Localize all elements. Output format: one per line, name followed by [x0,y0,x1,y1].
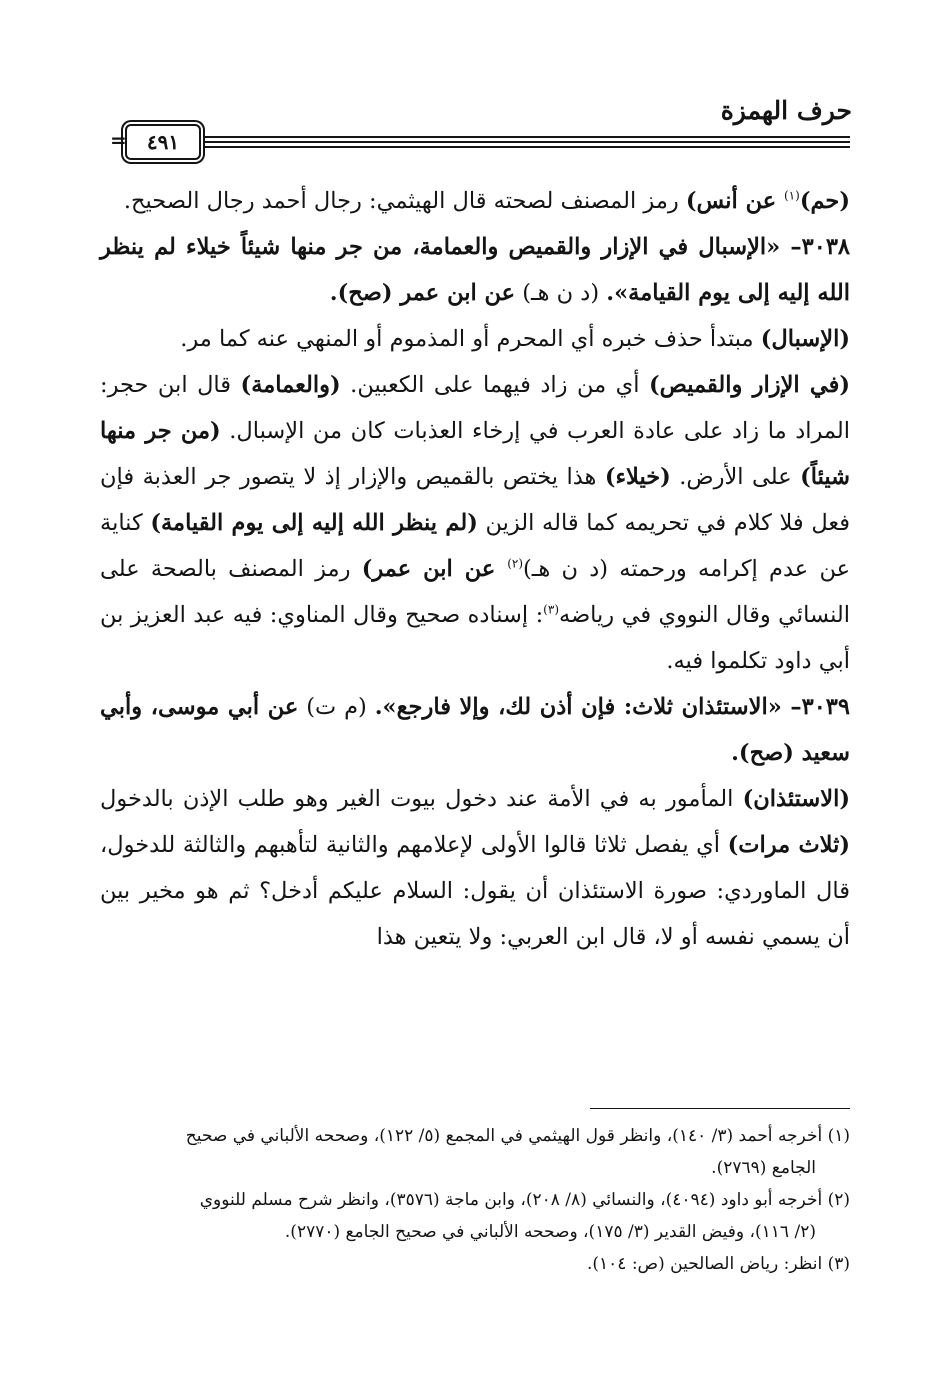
commentary: المأمور به في الأمة عند دخول بيوت الغير وهو طلب الإذن بالدخول [100,786,743,812]
commentary: هذا يختص بالقميص والإزار إذ لا يتصور جر العذبة فإن فعل فلا كلام في تحريمه كما قاله الزين [100,464,850,536]
paragraph [100,178,850,224]
hadith-entry [100,684,850,776]
source-code: (حم) [799,188,850,214]
commentary: مبتدأ حذف خبره أي المحرم أو المذموم أو المنهي عنه كما مر. [180,326,761,352]
commentary: أي يفصل ثلاثا قالوا الأولى لإعلامهم والثانية لتأهبهم والثالثة للدخول، قال الماوردي: صورة الاستئذان أن يقول: السلام عليكم أدخل؟ ثم هو مخير بين أن يسمي نفسه أو لا، قال ابن العربي: ولا يتعين هذا [100,832,850,950]
header-rule-line [200,141,850,143]
chapter-title: حرف الهمزة [720,96,852,125]
hadith-number: ٣٠٣٩– [781,694,850,720]
paragraph [100,362,850,684]
keyword: (خيلاء) [604,464,671,490]
paragraph [100,776,850,960]
keyword: (والعمامة) [240,372,341,398]
hadith-sources: (د ن هـ) [515,280,607,306]
footnote-2-continuation: (٢/ ١١٦)، وفيض القدير (٣/ ١٧٥)، وصححه الألباني في صحيح الجامع (٢٧٧٠). [284,1222,816,1242]
keyword: (في الإزار والقميص) [649,372,850,398]
hadith-text: «الاستئذان ثلاث: فإن أذن لك، وإلا فارجع». [374,694,782,720]
footnote-separator [590,1108,850,1109]
commentary: قال ابن حجر: المراد ما زاد على عادة العرب في إرخاء العذبات كان من الإسبال. [100,372,850,444]
paragraph [100,316,850,362]
keyword: (الاستئذان) [742,786,850,812]
commentary: أي من زاد فيهما على الكعبين. [340,372,650,398]
footnote-1-continuation: الجامع (٢٧٦٩). [711,1158,816,1178]
page-number: ٤٩١ [125,124,201,160]
header-rule [110,124,850,160]
keyword: (من جر منها شيئاً) [100,418,850,490]
footnote-ref: (٢) [507,556,524,571]
keyword: (ثلاث مرات) [727,832,850,858]
header-rule-line [200,136,850,138]
narrator: عن أنس) [685,188,784,214]
commentary: : إسناده صحيح وقال المناوي: فيه عبد العزيز بن أبي داود تكلموا فيه. [100,602,850,674]
hadith-narrator: عن ابن عمر (صح). [329,280,516,306]
main-text [100,178,850,960]
header-rule-line [200,146,850,148]
hadith-number: ٣٠٣٨– [780,234,850,260]
hadith-sources: (م ت) [298,694,375,720]
page-number-ornament: = [110,128,127,152]
keyword: (لم ينظر الله إليه إلى يوم القيامة) [150,510,478,536]
footnote-1: (١) أخرجه أحمد (٣/ ١٤٠)، وانظر قول الهيثمي في المجمع (٥/ ١٢٢)، وصححه الألباني في صحيح [185,1126,850,1146]
commentary: على الأرض. [670,464,801,490]
keyword: عن ابن عمر) [361,556,508,582]
hadith-entry [100,224,850,316]
keyword: (الإسبال) [760,326,850,352]
footnote-ref: (١) [783,188,800,203]
footnote-2: (٢) أخرجه أبو داود (٤٠٩٤)، والنسائي (٨/ ٢٠٨)، وابن ماجة (٣٥٧٦)، وانظر شرح مسلم للنووي [199,1190,850,1210]
hadith-narrator: عن أبي موسى، وأبي سعيد (صح). [100,694,850,766]
commentary: رمز المصنف لصحته قال الهيثمي: رجال أحمد رجال الصحيح. [123,188,686,214]
footnote-ref: (٣) [543,602,559,617]
footnote-3: (٣) انظر: رياض الصالحين (ص: ١٠٤). [586,1254,850,1274]
footnotes [100,1120,850,1280]
commentary: رمز المصنف بالصحة على النسائي وقال النووي في رياضه [100,556,851,628]
commentary: كناية عن عدم إكرامه ورحمته (د ن هـ) [100,510,850,582]
hadith-text: «الإسبال في الإزار والقميص والعمامة، من جر منها شيئاً خيلاء لم ينظر الله إليه إلى يوم القيامة». [100,234,850,306]
